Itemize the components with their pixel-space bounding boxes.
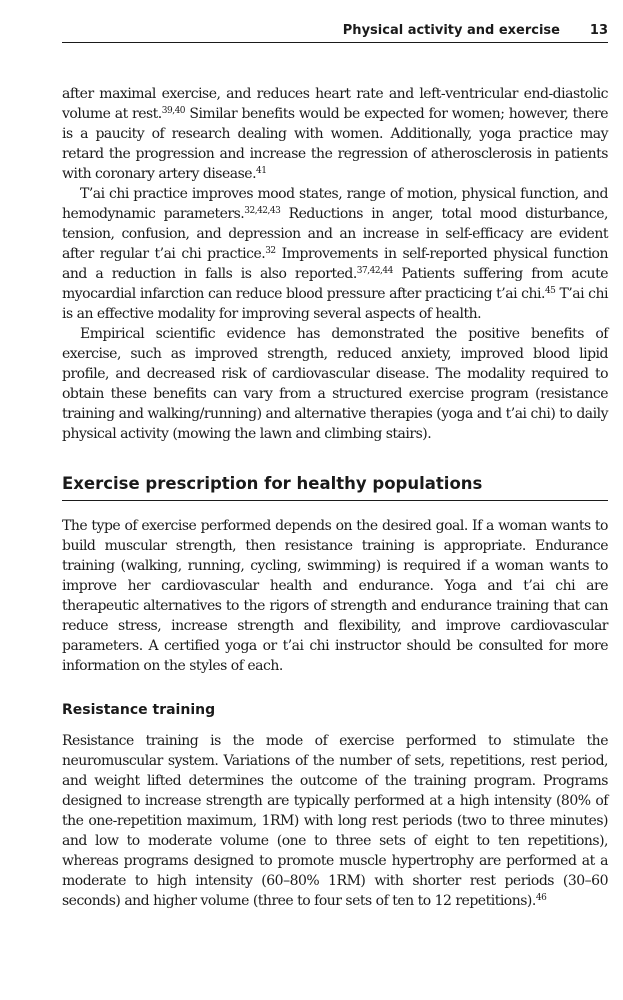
running-header-title: Physical activity and exercise bbox=[342, 23, 560, 38]
paragraph-text: T’ai chi practice improves mood states, range of motion, physical function, and hemodynamic parameters. bbox=[62, 186, 608, 222]
citation-ref: 32 bbox=[265, 246, 276, 256]
citation-ref: 45 bbox=[544, 286, 556, 296]
paragraph-evidence: Empirical scientific evidence has demonstrated the positive benefits of exercise, such as improved strength, reduced anxiety, improved blood lipid profile, and decreased risk of cardiovascular disease. The modality required to obtain these benefits can vary from a structured exercise program (resistance training and walking/running) and alternative therapies (yoga and t’ai chi) to daily physical activity (mowing the lawn and climbing stairs). bbox=[62, 326, 608, 442]
paragraph-exercise-type: The type of exercise performed depends on the desired goal. If a woman wants to build muscular strength, then resistance training is appropriate. Endurance training (walking, running, cycling, swimming) is required if a woman wants to improve her cardiovascular health and endurance. Yoga and t’ai chi are therapeutic alternatives to the rigors of strength and endurance training that can reduce stress, increase strength and flexibility, and improve cardiovascular parameters. A certified yoga or t’ai chi instructor should be consulted for more information on the styles of each. bbox=[62, 518, 608, 674]
paragraph-text: Similar benefits would be expected for women; however, there is a paucity of research dealing with women. Additionally, yoga practice may retard the progression and increase the regression of atherosclerosis in patients with coronary artery disease. bbox=[62, 106, 608, 182]
citation-ref: 32,42,43 bbox=[244, 206, 281, 216]
subsection-heading: Resistance training bbox=[62, 702, 216, 718]
page-number: 13 bbox=[589, 23, 608, 38]
paragraph-tai-chi bbox=[62, 184, 608, 324]
paragraph-text: after maximal exercise, and reduces heart rate and left-ventricular end-diastolic volume at rest. bbox=[62, 86, 608, 122]
paragraph-text: Resistance training is the mode of exercise performed to stimulate the neuromuscular system. Variations of the number of sets, repetitions, rest period, and weight lifted determines the outcome of the training program. Programs designed to increase strength are typically performed at a high intensity (80% of the one-repetition maximum, 1RM) with long rest periods (two to three minutes) and low to moderate volume (one to three sets of eight to ten repetitions), whereas programs designed to promote muscle hypertrophy are performed at a moderate to high intensity (60–80% 1RM) with shorter rest periods (30–60 seconds) and higher volume (three to four sets of ten to 12 repetitions). bbox=[62, 733, 608, 909]
citation-ref: 46 bbox=[535, 893, 547, 903]
section-heading: Exercise prescription for healthy populations bbox=[62, 473, 608, 501]
citation-ref: 37,42,44 bbox=[356, 266, 393, 276]
paragraph-text: Reductions in anger, total mood disturbance, tension, confusion, and depression and an increase in self-efficacy are evident after regular t’ai chi practice. bbox=[62, 206, 608, 262]
paragraph-text: Improvements in self-reported physical function and a reduction in falls is also reported. bbox=[62, 246, 608, 282]
running-header bbox=[62, 20, 608, 43]
paragraph-resistance-training bbox=[62, 731, 608, 911]
paragraph-text: Patients suffering from acute myocardial infarction can reduce blood pressure after practicing t’ai chi. bbox=[62, 266, 608, 302]
citation-ref: 41 bbox=[256, 166, 267, 176]
paragraph-yoga-continued bbox=[62, 84, 608, 184]
paragraph-text: T’ai chi is an effective modality for improving several aspects of health. bbox=[62, 286, 608, 322]
body-text bbox=[62, 84, 608, 911]
citation-ref: 39,40 bbox=[161, 106, 186, 116]
